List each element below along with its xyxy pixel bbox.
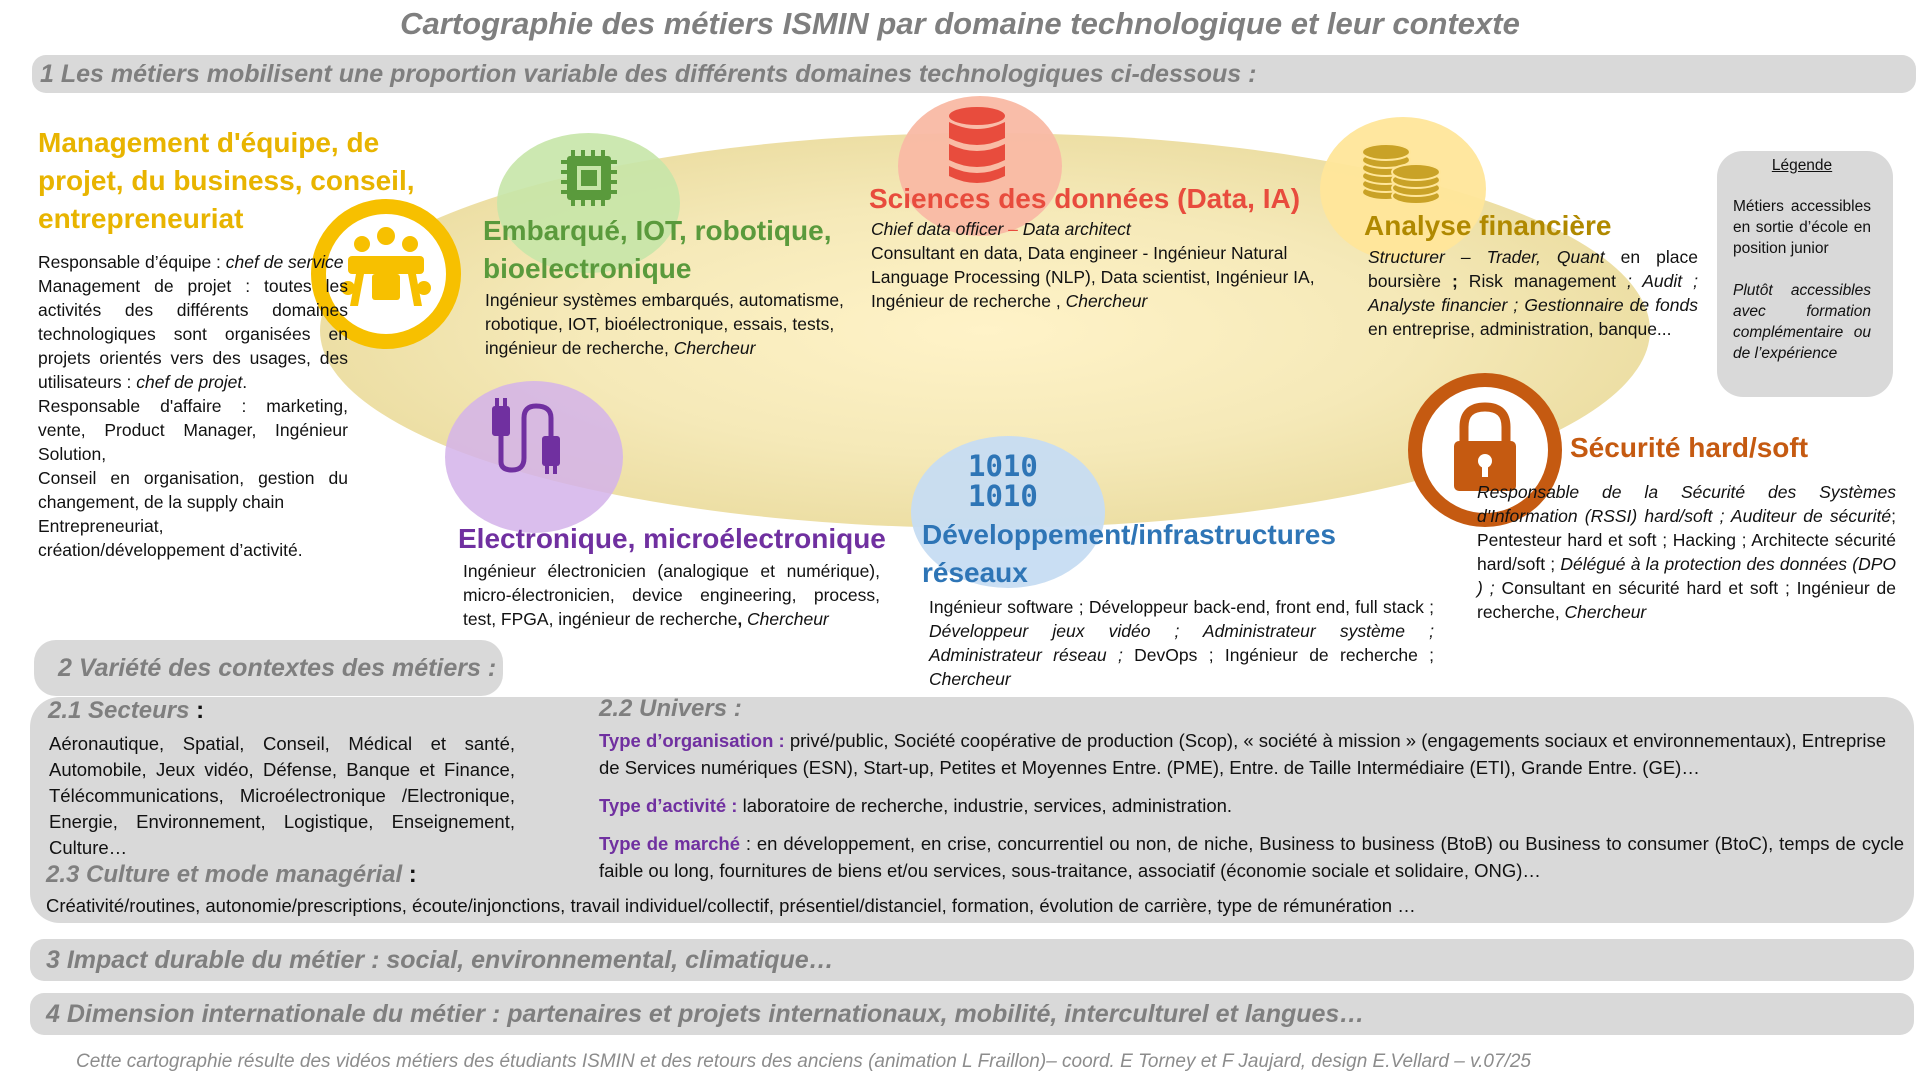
binary-code-icon <box>968 451 1038 511</box>
security-title: Sécurité hard/soft <box>1570 432 1809 463</box>
dev-text: Ingénieur software ; Développeur back-end, front end, full stack ; Développeur jeux vidéo ; Administrateur système ; Administrateur réseau ; DevOps ; Ingénieur de recherche ; Chercheur <box>929 597 1434 689</box>
finance-title: Analyse financière <box>1364 210 1612 241</box>
universe-text <box>599 727 1904 884</box>
finance-text: Structurer – Trader, Quant en place boursière ; Risk management ; Audit ; Analyste financier ; Gestionnaire de fonds en entreprise, administration, banque... <box>1368 247 1698 339</box>
page-title: Cartographie des métiers ISMIN par domaine technologique et leur contexte <box>400 6 1520 41</box>
sectors-text: Aéronautique, Spatial, Conseil, Médical et santé, Automobile, Jeux vidéo, Défense, Banque et Finance, Télécommunications, Microélectronique /Electronique, Energie, Environnement, Logistique, Enseignement, Culture… <box>49 733 515 858</box>
legend-box <box>1717 151 1893 397</box>
data-text: Chief data officer – Data architect Consultant en data, Data engineer - Ingénieur Natural Language Processing (NLP), Data scientist, Ingénieur IA, Ingénieur de recherche , Chercheur <box>871 219 1315 311</box>
security-text: Responsable de la Sécurité des Systèmes d'Information (RSSI) hard/soft ; Auditeur de sécurité; Pentesteur hard et soft ; Hacking ; Architecte sécurité hard/soft ; Délégué à la protection des données (DPO ) ; Consultant en sécurité hard et soft ; Ingénieur de recherche, Chercheur <box>1477 482 1896 622</box>
data-title: Sciences des données (Data, IA) <box>869 183 1301 214</box>
binary-row-2: 1010 <box>968 479 1038 513</box>
chip-icon <box>553 142 625 214</box>
section-4-band: 4 Dimension internationale du métier : partenaires et projets internationaux, mobilité, interculturel et langues… <box>30 993 1914 1035</box>
organisation-type: Type d’organisation : privé/public, Société coopérative de production (Scop), « société à mission » (engagements sociaux et environnementaux), Entreprise de Services numériques (ESN), Start-up, Petites et Moyennes Entre. (PME), Entre. de Taille Intermédiaire (ETI), Grande Entre. (GE)… <box>599 730 1887 778</box>
activity-type: Type d’activité : laboratoire de recherche, industrie, services, administration. <box>599 795 1233 816</box>
market-type: Type de marché : en développement, en crise, concurrentiel ou non, de niche, Business to business (BtoB) ou Business to consumer (BtoC), temps de cycle faible ou long, fournitures de biens et/ou services, sous-traitance, associatif (économie sociale et solidaire, ONG)… <box>599 833 1904 881</box>
management-text: Responsable d’équipe : chef de service Management de projet : toutes les activités des différents domaines technologiques sont organisées en projets orientés vers des usages, des utilisateurs : chef de projet. Responsable d'affaire : marketing, vente, Product Manager, Ingénieur Solution, Conseil en organisation, gestion du changement, de la supply chain Entrepreneuriat, création/développement d’activité. <box>38 252 348 560</box>
database-icon <box>945 106 1009 186</box>
section-1-band: 1 Les métiers mobilisent une proportion variable des différents domaines technologiques ci-dessous : <box>32 55 1916 93</box>
cable-connector-icon <box>486 396 566 476</box>
culture-text: Créativité/routines, autonomie/prescriptions, écoute/injonctions, travail individuel/collectif, présentiel/distanciel, formation, évolution de carrière, type de rémunération … <box>46 895 1416 916</box>
embedded-text: Ingénieur systèmes embarqués, automatisme, robotique, IOT, bioélectronique, essais, tests, ingénieur de recherche, Chercheur <box>485 290 844 358</box>
management-title: Management d'équipe, de projet, du business, conseil, entrepreneuriat <box>38 127 415 234</box>
electronics-title: Electronique, microélectronique <box>458 523 886 554</box>
universe-heading: 2.2 Univers : <box>599 695 742 722</box>
embedded-title: Embarqué, IOT, robotique, bioelectronique <box>483 215 832 284</box>
electronics-text: Ingénieur électronicien (analogique et numérique), micro-électronicien, device engineering, process, test, FPGA, ingénieur de recherche, Chercheur <box>463 561 880 629</box>
dev-title: Développement/infrastructures réseaux <box>922 519 1336 588</box>
footer-credits: Cette cartographie résulte des vidéos métiers des étudiants ISMIN et des retours des anciens (animation L Fraillon)– coord. E Torney et F Jaujard, design E.Vellard – v.07/25 <box>76 1051 1531 1072</box>
binary-row-1: 1010 <box>968 449 1038 483</box>
section-2-tab: 2 Variété des contextes des métiers : <box>34 640 503 696</box>
sectors-heading: 2.1 Secteurs : <box>48 697 205 724</box>
legend-normal: Métiers accessibles en sortie d’école en position junior <box>1733 198 1871 257</box>
legend-italic: Plutôt accessibles avec formation complémentaire ou de l’expérience <box>1733 282 1871 362</box>
legend-title: Légende <box>1771 157 1833 174</box>
coins-icon <box>1356 134 1446 214</box>
section-3-band: 3 Impact durable du métier : social, environnemental, climatique… <box>30 939 1914 981</box>
culture-heading: 2.3 Culture et mode managérial : <box>46 861 417 888</box>
